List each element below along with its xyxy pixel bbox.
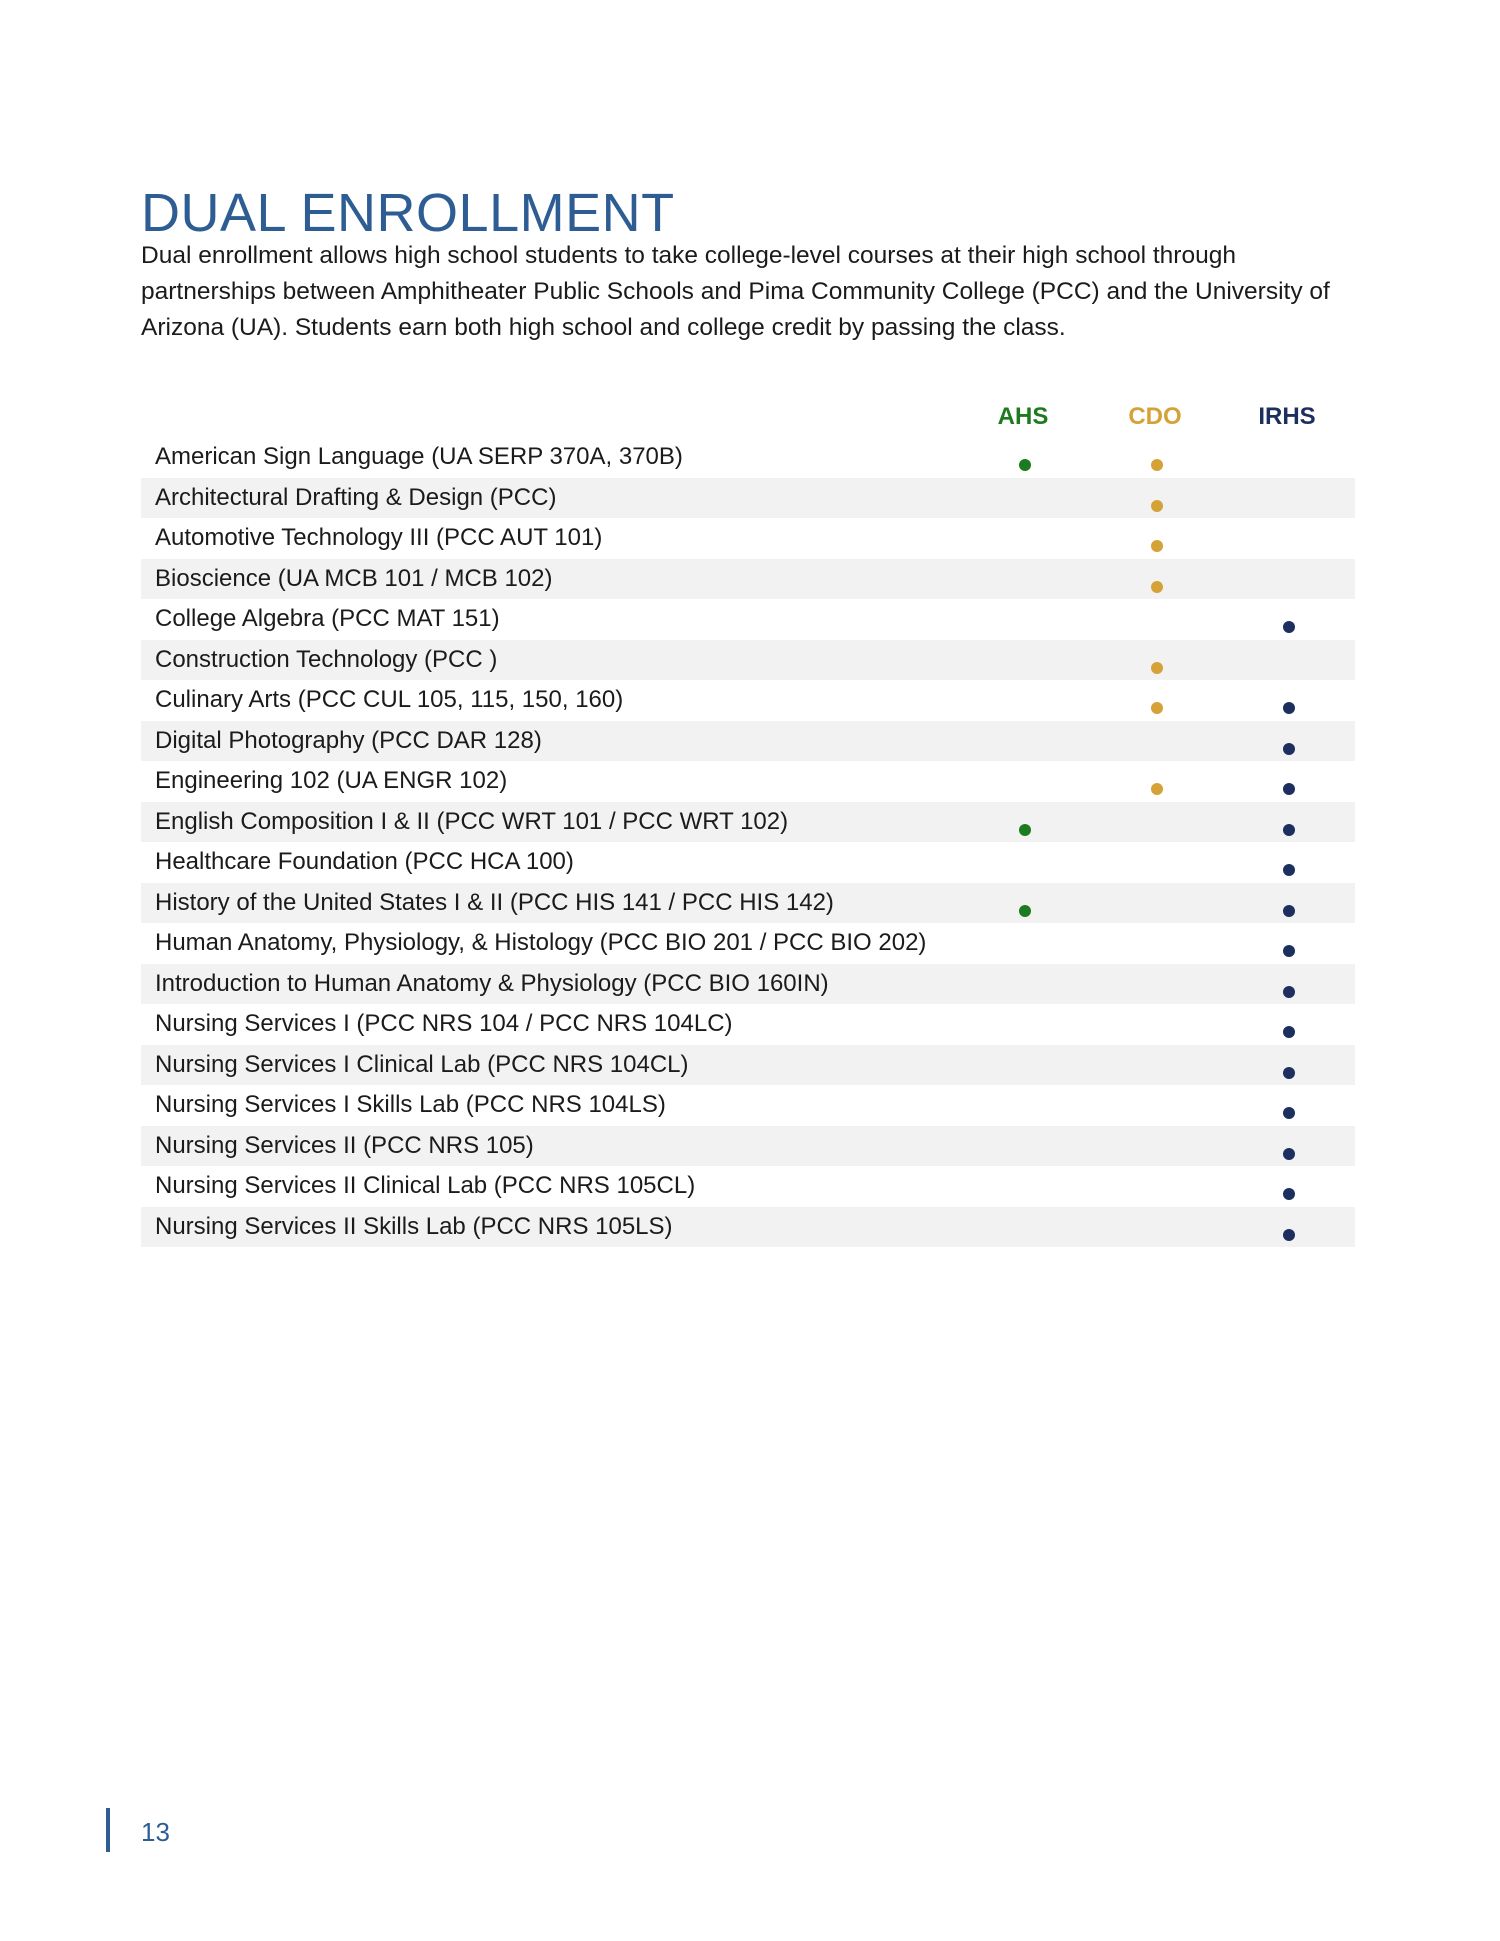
table-row [141, 964, 1355, 1005]
cdo-availability-dot-icon [1151, 662, 1163, 674]
cdo-availability-dot-icon [1151, 783, 1163, 795]
irhs-availability-dot-icon [1283, 1188, 1295, 1200]
table-row [141, 842, 1355, 883]
irhs-availability-dot-icon [1283, 986, 1295, 998]
cdo-availability-dot-icon [1151, 581, 1163, 593]
irhs-availability-dot-icon [1283, 864, 1295, 876]
page-title: DUAL ENROLLMENT [141, 183, 675, 244]
irhs-availability-dot-icon [1283, 905, 1295, 917]
irhs-availability-dot-icon [1283, 702, 1295, 714]
course-name: Nursing Services I Clinical Lab (PCC NRS 104CL) [155, 1050, 689, 1078]
ahs-availability-dot-icon [1019, 905, 1031, 917]
course-name: Human Anatomy, Physiology, & Histology (PCC BIO 201 / PCC BIO 202) [155, 929, 927, 956]
irhs-availability-dot-icon [1283, 743, 1295, 755]
table-row [141, 640, 1355, 681]
course-name: Bioscience (UA MCB 101 / MCB 102) [155, 564, 553, 592]
ahs-availability-dot-icon [1019, 824, 1031, 836]
table-row [141, 437, 1355, 478]
table-row [141, 923, 1355, 964]
course-name: Nursing Services II Skills Lab (PCC NRS 105LS) [155, 1212, 673, 1240]
irhs-availability-dot-icon [1283, 1148, 1295, 1160]
course-name: Culinary Arts (PCC CUL 105, 115, 150, 160) [155, 686, 624, 713]
irhs-availability-dot-icon [1283, 783, 1295, 795]
table-row [141, 1004, 1355, 1045]
irhs-availability-dot-icon [1283, 1229, 1295, 1241]
cdo-availability-dot-icon [1151, 702, 1163, 714]
table-row [141, 761, 1355, 802]
page-number: 13 [141, 1817, 170, 1847]
course-name: Healthcare Foundation (PCC HCA 100) [155, 848, 574, 875]
ahs-availability-dot-icon [1019, 459, 1031, 471]
column-header-irhs: IRHS [1258, 403, 1316, 430]
page-number-bar [106, 1808, 110, 1852]
intro-paragraph: Dual enrollment allows high school students to take college-level courses at their high school through partnerships between Amphitheater Public Schools and Pima Community College (PCC) and the University of Arizona (UA). Students earn both high school and college credit by passing the class. [141, 241, 1330, 341]
table-row [141, 1045, 1355, 1086]
irhs-availability-dot-icon [1283, 1026, 1295, 1038]
cdo-availability-dot-icon [1151, 500, 1163, 512]
column-header-ahs: AHS [997, 403, 1049, 430]
table-row [141, 802, 1355, 843]
course-name: Nursing Services II Clinical Lab (PCC NRS 105CL) [155, 1172, 696, 1199]
table-row [141, 680, 1355, 721]
table-row [141, 559, 1355, 600]
irhs-availability-dot-icon [1283, 1107, 1295, 1119]
course-name: History of the United States I & II (PCC HIS 141 / PCC HIS 142) [155, 888, 834, 916]
irhs-availability-dot-icon [1283, 824, 1295, 836]
table-row [141, 721, 1355, 762]
cdo-availability-dot-icon [1151, 540, 1163, 552]
course-table [141, 437, 1355, 1247]
course-name: Digital Photography (PCC DAR 128) [155, 726, 542, 754]
irhs-availability-dot-icon [1283, 621, 1295, 633]
table-row [141, 1085, 1355, 1126]
course-name: Introduction to Human Anatomy & Physiology (PCC BIO 160IN) [155, 969, 829, 997]
table-row [141, 883, 1355, 924]
course-name: Construction Technology (PCC ) [155, 645, 498, 673]
cdo-availability-dot-icon [1151, 459, 1163, 471]
course-name: Nursing Services II (PCC NRS 105) [155, 1131, 534, 1159]
course-name: College Algebra (PCC MAT 151) [155, 605, 500, 632]
table-row [141, 1166, 1355, 1207]
column-header-cdo: CDO [1128, 403, 1182, 430]
irhs-availability-dot-icon [1283, 945, 1295, 957]
course-name: English Composition I & II (PCC WRT 101 / PCC WRT 102) [155, 807, 789, 835]
table-row [141, 599, 1355, 640]
table-row [141, 518, 1355, 559]
course-name: Architectural Drafting & Design (PCC) [155, 483, 557, 511]
table-row [141, 1207, 1355, 1248]
course-name: American Sign Language (UA SERP 370A, 370B) [155, 443, 683, 470]
course-name: Nursing Services I (PCC NRS 104 / PCC NRS 104LC) [155, 1010, 733, 1037]
irhs-availability-dot-icon [1283, 1067, 1295, 1079]
course-name: Automotive Technology III (PCC AUT 101) [155, 524, 603, 551]
table-row [141, 478, 1355, 519]
course-name: Nursing Services I Skills Lab (PCC NRS 104LS) [155, 1091, 666, 1118]
course-name: Engineering 102 (UA ENGR 102) [155, 767, 508, 794]
table-row [141, 1126, 1355, 1167]
